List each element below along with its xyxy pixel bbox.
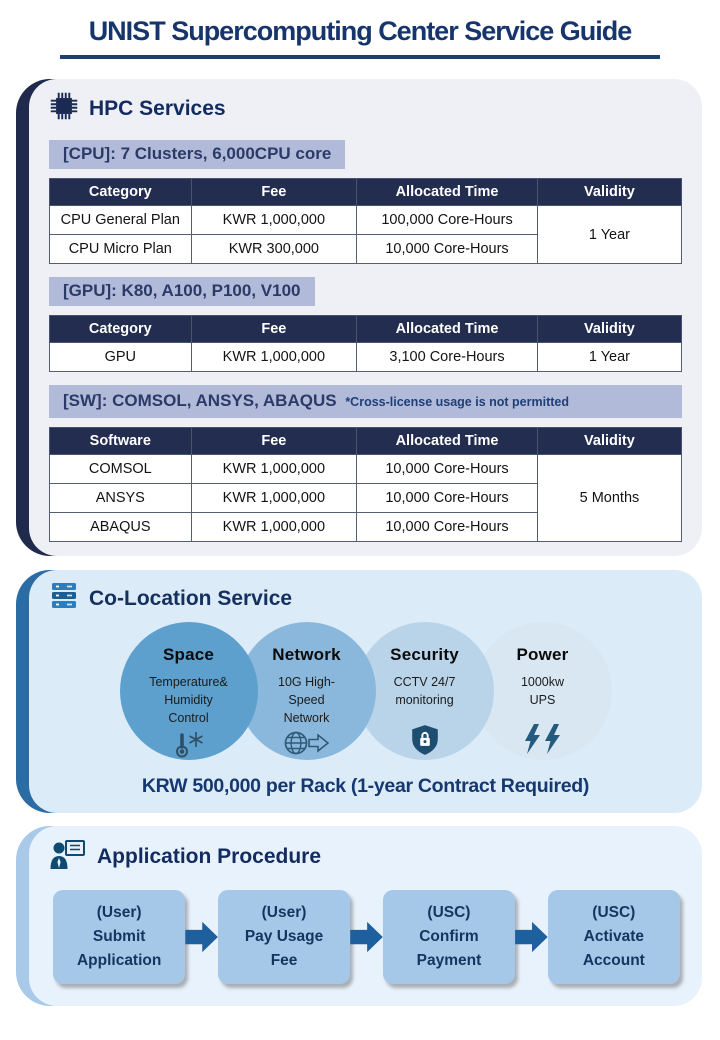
table-cell-validity: 1 Year <box>537 343 681 372</box>
feature-description: 1000kw UPS <box>520 675 565 708</box>
colocation-feature-circles <box>49 622 682 760</box>
table-cell: KWR 1,000,000 <box>191 513 357 542</box>
table-cell: ABAQUS <box>50 513 192 542</box>
step-activate-account: (USC) Activate Account <box>548 890 680 984</box>
title-underline <box>60 55 660 59</box>
hpc-card-panel <box>29 79 702 556</box>
table-cell: CPU Micro Plan <box>50 235 192 264</box>
table-cell: KWR 1,000,000 <box>191 206 357 235</box>
table-cell: ANSYS <box>50 484 192 513</box>
table-cell: COMSOL <box>50 455 192 484</box>
table-cell: 10,000 Core-Hours <box>357 235 538 264</box>
globe-speed-arrow-icon <box>238 730 376 761</box>
feature-description: Temperature& Humidity Control <box>149 675 228 726</box>
hpc-section-header <box>49 91 682 127</box>
table-cell: 10,000 Core-Hours <box>357 455 538 484</box>
feature-title: Security <box>390 645 459 664</box>
table-cell: CPU General Plan <box>50 206 192 235</box>
table-cell: 3,100 Core-Hours <box>357 343 538 372</box>
table-cell: KWR 1,000,000 <box>191 455 357 484</box>
table-cell: KWR 1,000,000 <box>191 343 357 372</box>
gpu-table <box>49 315 682 372</box>
feature-title: Power <box>516 645 569 664</box>
step-confirm-payment: (USC) Confirm Payment <box>383 890 515 984</box>
colocation-card-panel <box>29 570 702 813</box>
table-header-cell: Category <box>50 316 192 343</box>
application-procedure-card <box>16 826 702 1006</box>
application-card-panel <box>29 826 702 1006</box>
table-row <box>50 455 682 484</box>
feature-title: Space <box>162 645 215 664</box>
sw-license-note: *Cross-license usage is not permitted <box>345 395 569 409</box>
feature-circle-power <box>474 622 612 760</box>
table-cell-validity: 5 Months <box>537 455 681 542</box>
table-header-cell: Allocated Time <box>357 428 538 455</box>
step-submit-application: (User) Submit Application <box>53 890 185 984</box>
colocation-price-line: KRW 500,000 per Rack (1-year Contract Required) <box>141 775 590 797</box>
page-title: UNIST Supercomputing Center Service Guide <box>88 16 632 46</box>
colocation-card <box>16 570 702 813</box>
step-pay-usage-fee: (User) Pay Usage Fee <box>218 890 350 984</box>
table-header-cell: Fee <box>191 179 357 206</box>
flow-arrow-icon <box>185 919 218 955</box>
table-cell: 10,000 Core-Hours <box>357 484 538 513</box>
shield-lock-icon <box>356 724 494 761</box>
table-cell: 100,000 Core-Hours <box>357 206 538 235</box>
feature-circle-space <box>120 622 258 760</box>
sw-table <box>49 427 682 542</box>
sw-section-label <box>49 385 682 418</box>
feature-circle-security <box>356 622 494 760</box>
application-steps <box>49 876 682 990</box>
cpu-section-label: [CPU]: 7 Clusters, 6,000CPU core <box>49 140 345 169</box>
cpu-table <box>49 178 682 264</box>
flow-arrow-icon <box>350 919 383 955</box>
table-cell-validity: 1 Year <box>537 206 681 264</box>
feature-description: 10G High- Speed Network <box>278 675 335 726</box>
server-rack-icon <box>49 581 79 617</box>
table-header-cell: Fee <box>191 428 357 455</box>
flow-arrow-icon <box>515 919 548 955</box>
table-header-cell: Allocated Time <box>357 179 538 206</box>
colocation-section-header <box>49 581 682 617</box>
cpu-chip-icon <box>49 91 79 127</box>
thermometer-snowflake-icon <box>120 730 258 765</box>
feature-description: CCTV 24/7 monitoring <box>393 675 456 708</box>
presenter-icon <box>49 838 87 876</box>
table-row <box>50 206 682 235</box>
table-row <box>50 343 682 372</box>
table-header-cell: Category <box>50 179 192 206</box>
table-header-cell: Validity <box>537 428 681 455</box>
table-header-cell: Validity <box>537 179 681 206</box>
application-section-title: Application Procedure <box>97 845 322 868</box>
table-header-cell: Validity <box>537 316 681 343</box>
table-cell: KWR 300,000 <box>191 235 357 264</box>
lightning-bolts-icon <box>474 724 612 759</box>
table-header-cell: Fee <box>191 316 357 343</box>
gpu-section-label: [GPU]: K80, A100, P100, V100 <box>49 277 315 306</box>
colocation-section-title: Co-Location Service <box>89 587 293 610</box>
table-cell: GPU <box>50 343 192 372</box>
table-cell: 10,000 Core-Hours <box>357 513 538 542</box>
feature-title: Network <box>272 645 341 664</box>
hpc-section-title: HPC Services <box>89 97 226 120</box>
table-header-cell: Software <box>50 428 192 455</box>
table-header-cell: Allocated Time <box>357 316 538 343</box>
application-section-header <box>49 838 682 876</box>
feature-circle-network <box>238 622 376 760</box>
sw-section-label-text: [SW]: COMSOL, ANSYS, ABAQUS <box>63 391 337 410</box>
hpc-services-card <box>16 79 702 556</box>
table-cell: KWR 1,000,000 <box>191 484 357 513</box>
